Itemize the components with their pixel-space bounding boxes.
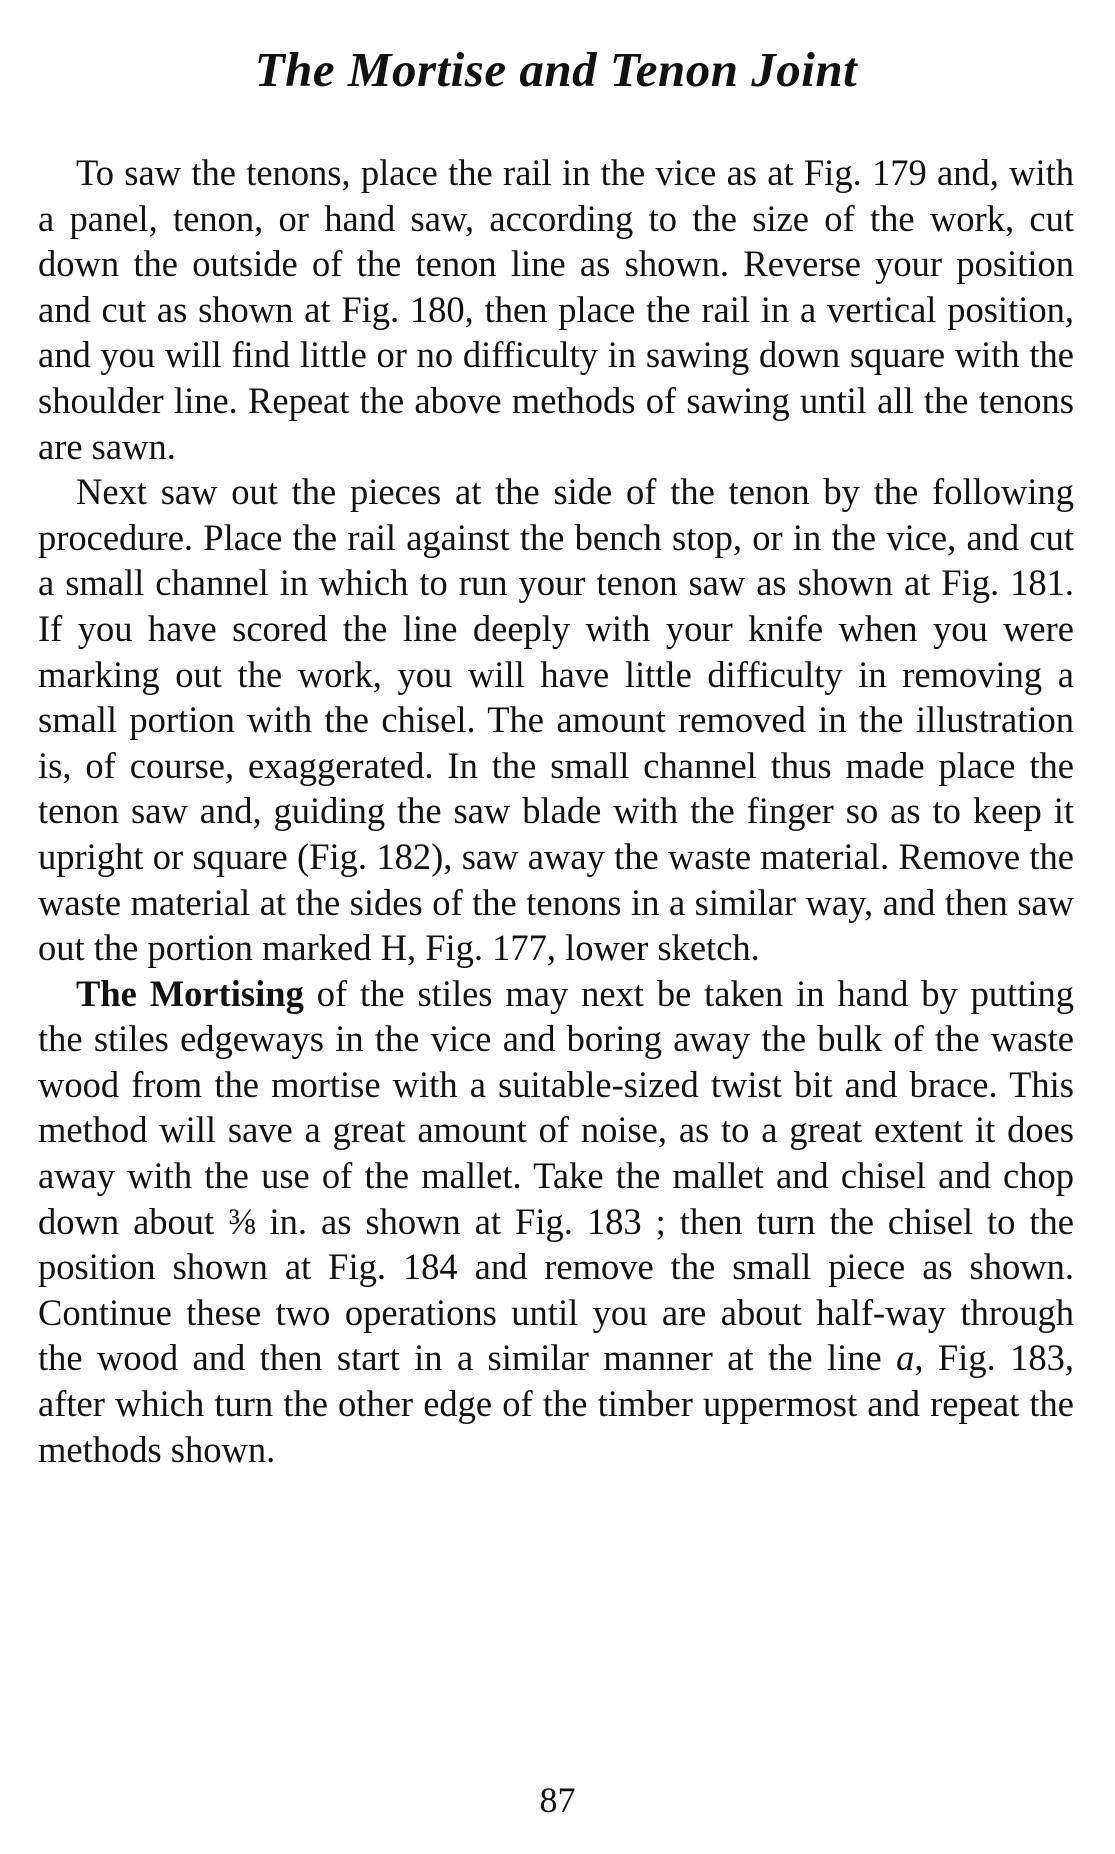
section-text-part-3: , Fig. 183, after which turn the other edge of the timber uppermost and repeat the methods shown. — [38, 1337, 1074, 1470]
mortising-section-paragraph — [38, 971, 1074, 1473]
section-text-part-2: in. as shown at Fig. 183 ; then turn the chisel to the position shown at Fig. 184 and remove the small piece as shown. Continue these two operations until you are about half-way through the wood and then start in a similar manner at the line — [38, 1200, 1074, 1379]
body-paragraph-2: Next saw out the pieces at the side of the tenon by the following procedure. Place the rail against the bench stop, or in the vice, and cut a small channel in which to run your tenon saw as shown at Fig. 181. If you have scored the line deeply with your knife when you were marking out the work, you will have little difficulty in removing a small portion with the chisel. The amount removed in the illustration is, of course, exaggerated. In the small channel thus made place the tenon saw and, guiding the saw blade with the finger so as to keep it upright or square (Fig. 182), saw away the waste material. Remove the waste material at the sides of the tenons in a similar way, and then saw out the portion marked H, Fig. 177, lower sketch. — [38, 471, 1074, 969]
fraction-three-eighths: ⅜ — [228, 1200, 256, 1242]
section-text-part-1: of the stiles may next be taken in hand by putting the stiles edgeways in the vice and boring away the bulk of the waste wood from the mortise with a suitable-sized twist bit and brace. This method will save a great amount of noise, as to a great extent it does away with the use of the mallet. Take the mallet and chisel and chop down about — [38, 972, 1075, 1242]
book-page — [38, 40, 1074, 1472]
italic-line-letter: a — [896, 1337, 915, 1379]
body-paragraph-1: To saw the tenons, place the rail in the vice as at Fig. 179 and, with a panel, tenon, or hand saw, according to the size of the work, cut down the outside of the tenon line as shown. Reverse your position and cut as shown at Fig. 180, then place the rail in a vertical position, and you will find little or no difficulty in sawing down square with the shoulder line. Repeat the above methods of sawing until all the tenons are sawn. — [38, 152, 1074, 467]
running-head: The Mortise and Tenon Joint — [254, 42, 858, 97]
page-number: 87 — [539, 1780, 576, 1820]
section-run-in-heading: The Mortising — [76, 972, 304, 1014]
